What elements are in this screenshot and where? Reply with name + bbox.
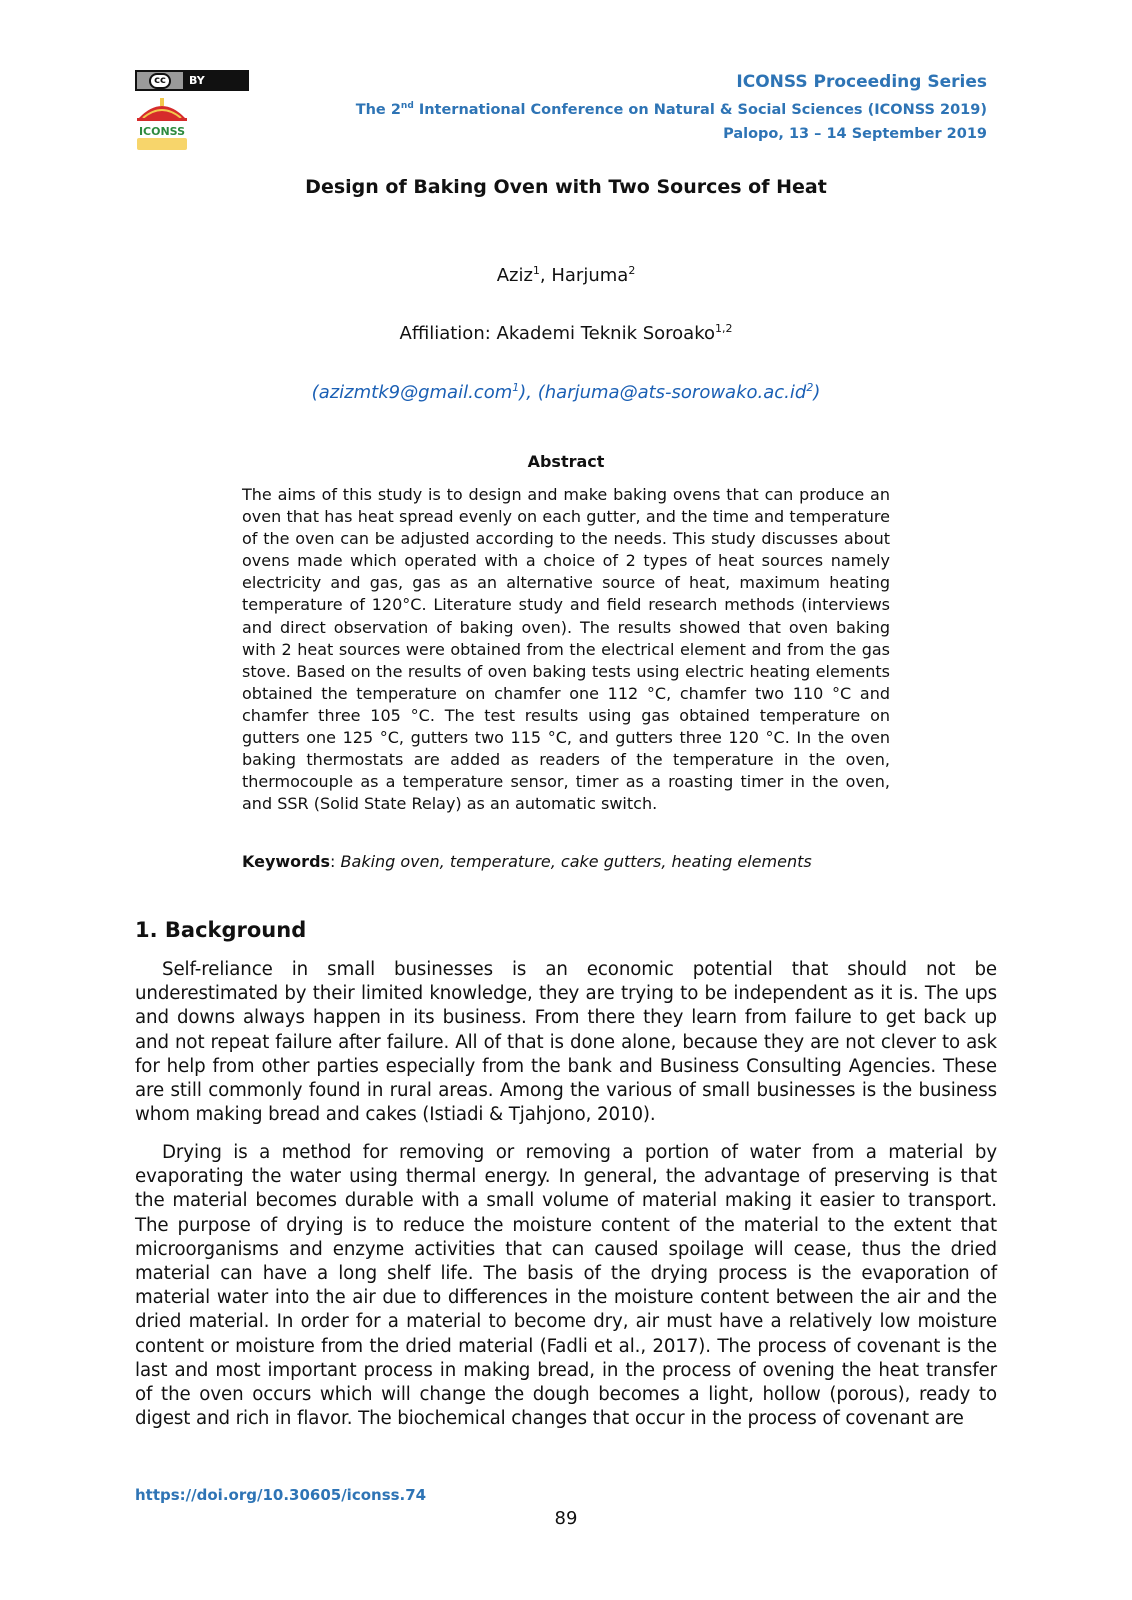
authors [0,264,1132,286]
conference-prefix: The 2 [355,101,401,118]
affiliation-text: Affiliation: Akademi Teknik Soroako [399,323,715,344]
paragraph-2: Drying is a method for removing or removing a portion of water from a material by evaporating the water using thermal energy. In general, the advantage of preserving is that the material becomes durable with a small volume of material making it easier to transport. The purpose of drying is to reduce the moisture content of the material to the extent that microorganisms and enzyme activities that can caused spoilage will cease, thus the dried material can have a long shelf life. The basis of the drying process is the evaporation of material water into the air due to differences in the moisture content between the air and the dried material. In order for a material to become dry, air must have a relatively low moisture content or moisture from the dried material (Fadli et al., 2017). The process of covenant is the last and most important process in making bread, in the process of ovening the heat transfer of the oven occurs which will change the dough becomes a light, hollow (porous), ready to digest and rich in flavor. The biochemical changes that occur in the process of covenant are [135,1142,997,1430]
author-2: Harjuma [551,265,629,286]
affiliation [0,322,1132,344]
affiliation-sup: 1,2 [715,322,733,335]
keywords-list: Baking oven, temperature, cake gutters, heating elements [340,852,812,871]
series-title: ICONSS Proceeding Series [736,72,987,92]
by-label: BY [183,72,247,89]
license-badge[interactable] [135,70,249,91]
logo-icon [133,96,191,152]
keywords: Keywords: Baking oven, temperature, cake gutters, heating elements [242,852,812,871]
iconss-logo [133,96,191,152]
paragraph-1: Self-reliance in small businesses is an economic potential that should not be underestimated by their limited knowledge, they are trying to be independent as it is. The ups and downs always happen in its business. From there they learn from failure to get back up and not repeat failure after failure. All of that is done alone, because they are not clever to ask for help from other parties especially from the bank and Business Consulting Agencies. These are still commonly found in rural areas. Among the various of small businesses is the business whom making bread and cakes (Istiadi & Tjahjono, 2010). [135,959,997,1126]
page-number: 89 [554,1508,578,1529]
author-2-sup: 2 [628,264,636,277]
logo-text: ICONSS [138,125,186,138]
cc-label: cc [149,73,171,89]
email-1-link[interactable]: azizmtk9@gmail.com [318,382,513,403]
email-2-link[interactable]: harjuma@ats-sorowako.ac.id [544,382,807,403]
paper-title: Design of Baking Oven with Two Sources of Heat [305,176,827,198]
keywords-label: Keywords [242,852,331,871]
conference-suffix: International Conference on Natural & Social Sciences (ICONSS 2019) [413,101,987,118]
cc-icon [137,72,183,89]
conference-header [356,70,987,146]
author-1-sup: 1 [532,264,540,277]
abstract-text: The aims of this study is to design and make baking ovens that can produce an oven that has heat spread evenly on each gutter, and the time and temperature of the oven can be adjusted according to the needs. This study discusses about ovens made which operated with a choice of 2 types of heat sources namely electricity and gas, gas as an alternative source of heat, maximum heating temperature of 120°C. Literature study and field research methods (interviews and direct observation of baking oven). The results showed that oven baking with 2 heat sources were obtained from the electrical element and from the gas stove. Based on the results of oven baking tests using electric heating elements obtained the temperature on chamfer one 112 °C, chamfer two 110 °C and chamfer three 105 °C. The test results using gas obtained temperature on gutters one 125 °C, gutters two 115 °C, and gutters three 120 °C. In the oven baking thermostats are added as readers of the temperature in the oven, thermocouple as a temperature sensor, timer as a roasting timer in the oven, and SSR (Solid State Relay) as an automatic switch. [242,485,890,814]
conference-name [356,94,987,122]
author-1: Aziz [496,265,533,286]
section-heading: 1. Background [135,918,307,942]
doi-link[interactable]: https://doi.org/10.30605/iconss.74 [135,1486,427,1504]
abstract-heading: Abstract [527,452,605,471]
conference-dates: Palopo, 13 – 14 September 2019 [723,125,987,142]
conference-sup: nd [400,101,414,111]
author-separator: , [539,265,552,286]
email-2-sup: 2 [806,381,814,394]
emails: (azizmtk9@gmail.com$^1$), $(harjuma@ats-sorowako.ac.id^2)$ [311,381,821,403]
email-1-sup: 1 [512,381,520,394]
